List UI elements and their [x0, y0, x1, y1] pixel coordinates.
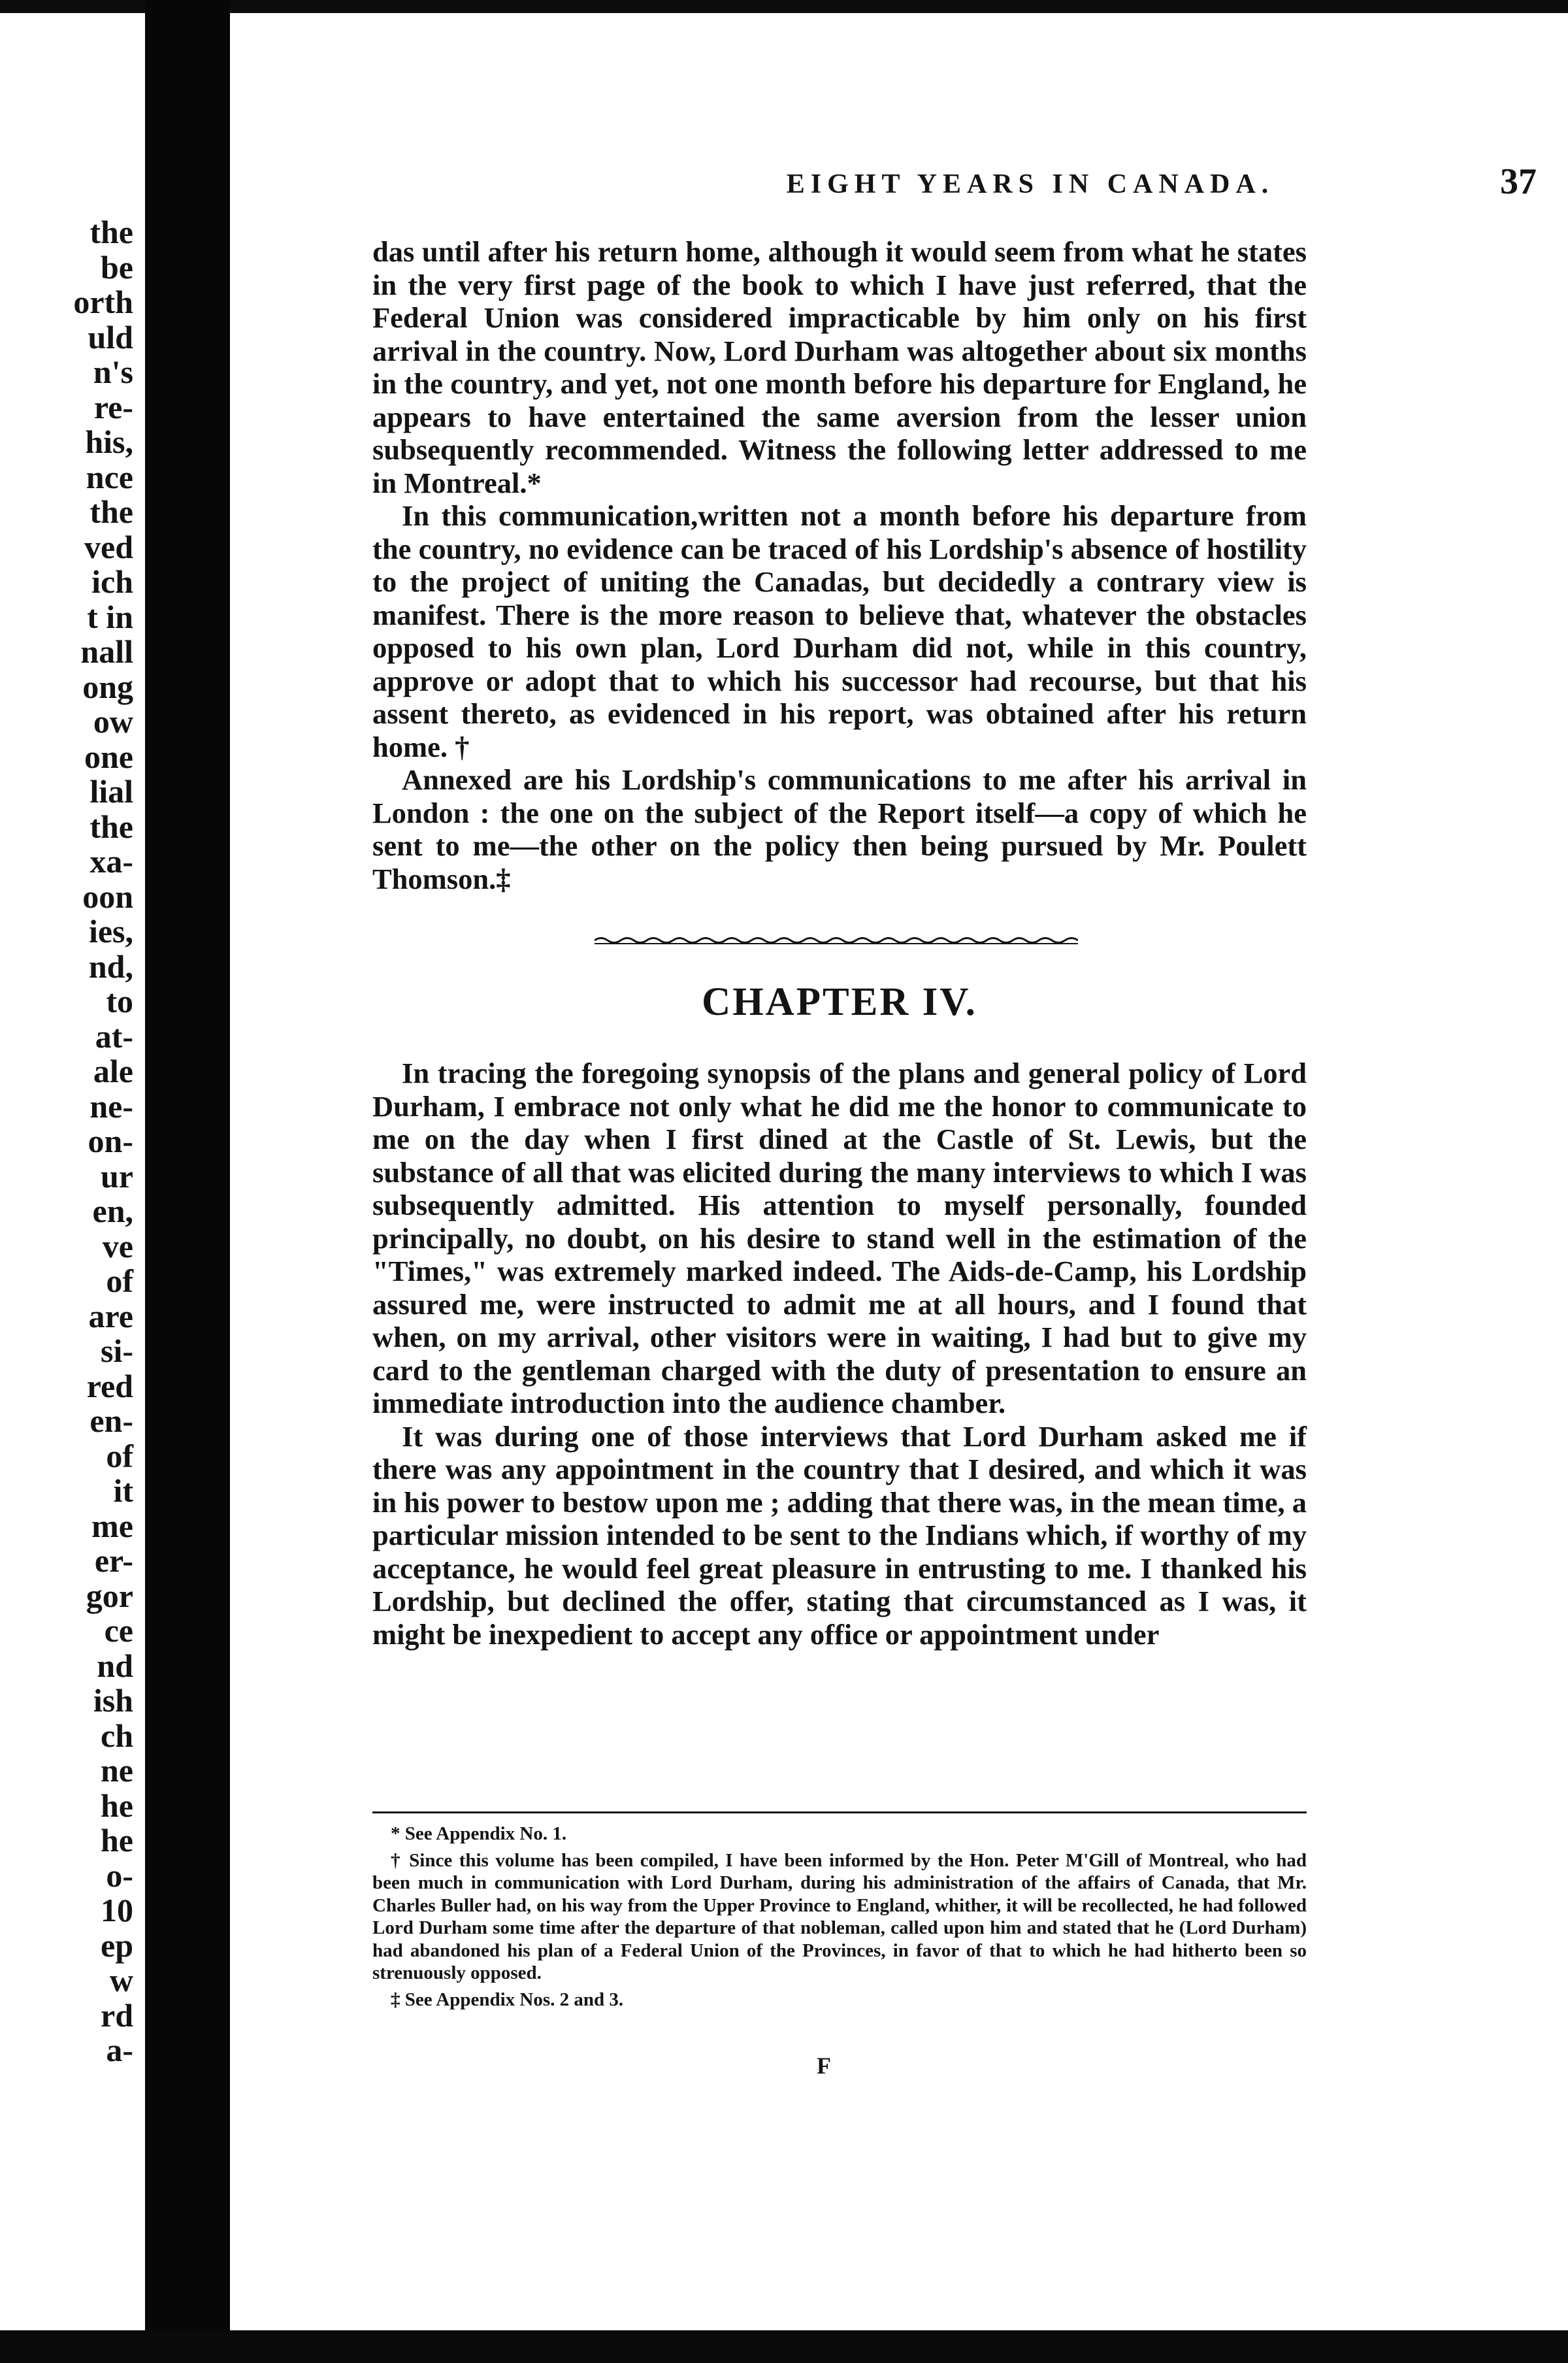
paragraph: In this communication,written not a month before his departure from the country, no evidence can be traced of his Lordship's absence of hostility to the project of uniting the Canadas, but decidedly a contrary view is manifest. There is the more reason to believe that, whatever the obstacles opposed to his own plan, Lord Durham did not, while in this country, approve or adopt that to which his successor had recourse, but that his assent thereto, as evidenced in his report, was obtained after his return home. †	[372, 499, 1307, 763]
facing-page-line: rd	[101, 1996, 133, 2034]
facing-page-line: it	[113, 1472, 133, 1509]
facing-page-line: xa-	[90, 843, 133, 880]
facing-page-line: me	[91, 1507, 133, 1544]
facing-page-line: ies,	[88, 913, 133, 950]
facing-page-line: nall	[80, 633, 133, 670]
chapter-paragraph: In tracing the foregoing synopsis of the plans and general policy of Lord Durham, I embrace not only what he did me the honor to communicate to me on the day when I first dined at the Castle of St. Lewis, but the substance of all that was elicited during the many interviews to which I was subsequently admitted. His attention to myself personally, founded principally, no doubt, on his desire to stand well in the estimation of the "Times," was extremely marked indeed. The Aids-de-Camp, his Lordship assured me, were instructed to admit me at all hours, and I found that when, on my arrival, other visitors were in waiting, I had but to give my card to the gentleman charged with the duty of presentation to ensure an immediate introduction into the audience chamber.	[372, 1057, 1307, 1420]
paragraph-continued: das until after his return home, although it would seem from what he states in the very first page of the book to which I have just referred, that the Federal Union was considered impracticable by him only on his first arrival in the country. Now, Lord Durham was altogether about six months in the country, and yet, not one month before his departure for England, he appears to have entertained the same aversion from the lesser union subsequently recommended. Witness the following letter addressed to me in Montreal.*	[372, 235, 1307, 499]
facing-page-line: ne-	[90, 1087, 133, 1125]
facing-page-fragment	[0, 216, 145, 2143]
facing-page-line: one	[84, 738, 133, 775]
facing-page-line: to	[106, 983, 133, 1019]
facing-page-line: er-	[94, 1542, 133, 1579]
facing-page-line: he	[101, 1787, 133, 1824]
facing-page-line: of	[106, 1437, 133, 1474]
paragraph: Annexed are his Lordship's communications to me after his arrival in London : the one on the subject of the Report itself—a copy of which he sent to me—the other on the policy then being pursued by Mr. Poulett Thomson.‡	[372, 763, 1307, 895]
chapter-paragraph: It was during one of those interviews that Lord Durham asked me if there was any appointment in the country that I desired, and which it was in his power to bestow upon me ; adding that there was, in the mean time, a particular mission intended to be sent to the Indians which, if worthy of my acceptance, he would feel great pleasure in entrusting to me. I thanked his Lordship, but declined the offer, stating that circumstanced as I was, it might be inexpedient to accept any office or appointment under	[372, 1419, 1307, 1651]
facing-page-line: of	[106, 1263, 133, 1299]
facing-page-line: the	[90, 216, 133, 250]
facing-page-line: ch	[101, 1717, 133, 1754]
facing-page-line: on-	[88, 1123, 133, 1159]
facing-page-line: his,	[85, 423, 133, 460]
wavy-rule-ornament	[595, 934, 1078, 946]
facing-page-line: ish	[93, 1682, 133, 1719]
facing-page-line: t in	[87, 598, 133, 635]
page-number: 37	[1500, 161, 1537, 202]
facing-page-line: a-	[106, 2032, 133, 2068]
facing-page-line: gor	[86, 1577, 133, 1614]
chapter-title: CHAPTER IV.	[702, 980, 977, 1024]
facing-page-line: he	[101, 1822, 133, 1859]
facing-page-line: ne	[101, 1752, 133, 1789]
facing-page-line: 10	[101, 1892, 133, 1928]
facing-page-line: ved	[84, 528, 133, 565]
facing-page-line: en-	[90, 1402, 133, 1439]
facing-page-line: en,	[92, 1193, 133, 1229]
facing-page-line: orth	[73, 284, 133, 320]
facing-page-line: oon	[82, 878, 133, 915]
book-gutter	[145, 0, 230, 2363]
facing-page-line: the	[90, 808, 133, 845]
facing-page-line: at-	[95, 1017, 133, 1055]
facing-page-line: lial	[90, 773, 133, 810]
scan-border-top	[0, 0, 1568, 13]
running-head-title: EIGHT YEARS IN CANADA.	[786, 169, 1275, 199]
facing-page-line: n's	[93, 354, 133, 390]
footnote: † Since this volume has been compiled, I have been informed by the Hon. Peter M'Gill of Montreal, who had been much in communication with Lord Durham, during his administration of the affairs of Canada, that Mr. Charles Buller had, on his way from the Upper Province to England, whither, it will be recollected, he had followed Lord Durham some time after the departure of that nobleman, called upon him and stated that he (Lord Durham) had abandoned his plan of a Federal Union of the Provinces, in favor of that to which he had hitherto been so strenuously opposed.	[372, 1849, 1307, 1983]
facing-page-line: red	[86, 1367, 133, 1404]
facing-page-line: nd,	[88, 948, 133, 985]
facing-page-line: ale	[93, 1053, 133, 1089]
facing-page-line: the	[90, 493, 133, 530]
facing-page-line: nce	[86, 458, 133, 495]
scan-border-bottom	[0, 2330, 1568, 2363]
facing-page-line: ong	[82, 668, 133, 705]
facing-page-line: ce	[104, 1612, 133, 1649]
facing-page-line: ep	[101, 1926, 133, 1964]
main-text-column	[372, 235, 1307, 1651]
facing-page-line: are	[88, 1297, 133, 1334]
facing-page-line: w	[109, 1962, 133, 1998]
facing-page-line: ur	[101, 1157, 133, 1195]
printer-signature-mark: F	[817, 2053, 831, 2079]
facing-page-line: ve	[102, 1227, 133, 1264]
running-head	[655, 161, 1537, 208]
footnote: ‡ See Appendix Nos. 2 and 3.	[391, 1989, 624, 2010]
facing-page-line: uld	[88, 318, 133, 355]
footnotes	[372, 1811, 1307, 2015]
facing-page-line: si-	[101, 1332, 133, 1369]
facing-page-line: ich	[91, 563, 133, 600]
footnote: * See Appendix No. 1.	[391, 1823, 567, 1844]
facing-page-line: o-	[106, 1857, 133, 1894]
book-page	[230, 13, 1568, 2330]
facing-page-line: be	[101, 248, 133, 286]
facing-page-line: nd	[97, 1647, 133, 1684]
facing-page-line: ow	[93, 703, 133, 740]
facing-page-line: re-	[93, 388, 133, 425]
